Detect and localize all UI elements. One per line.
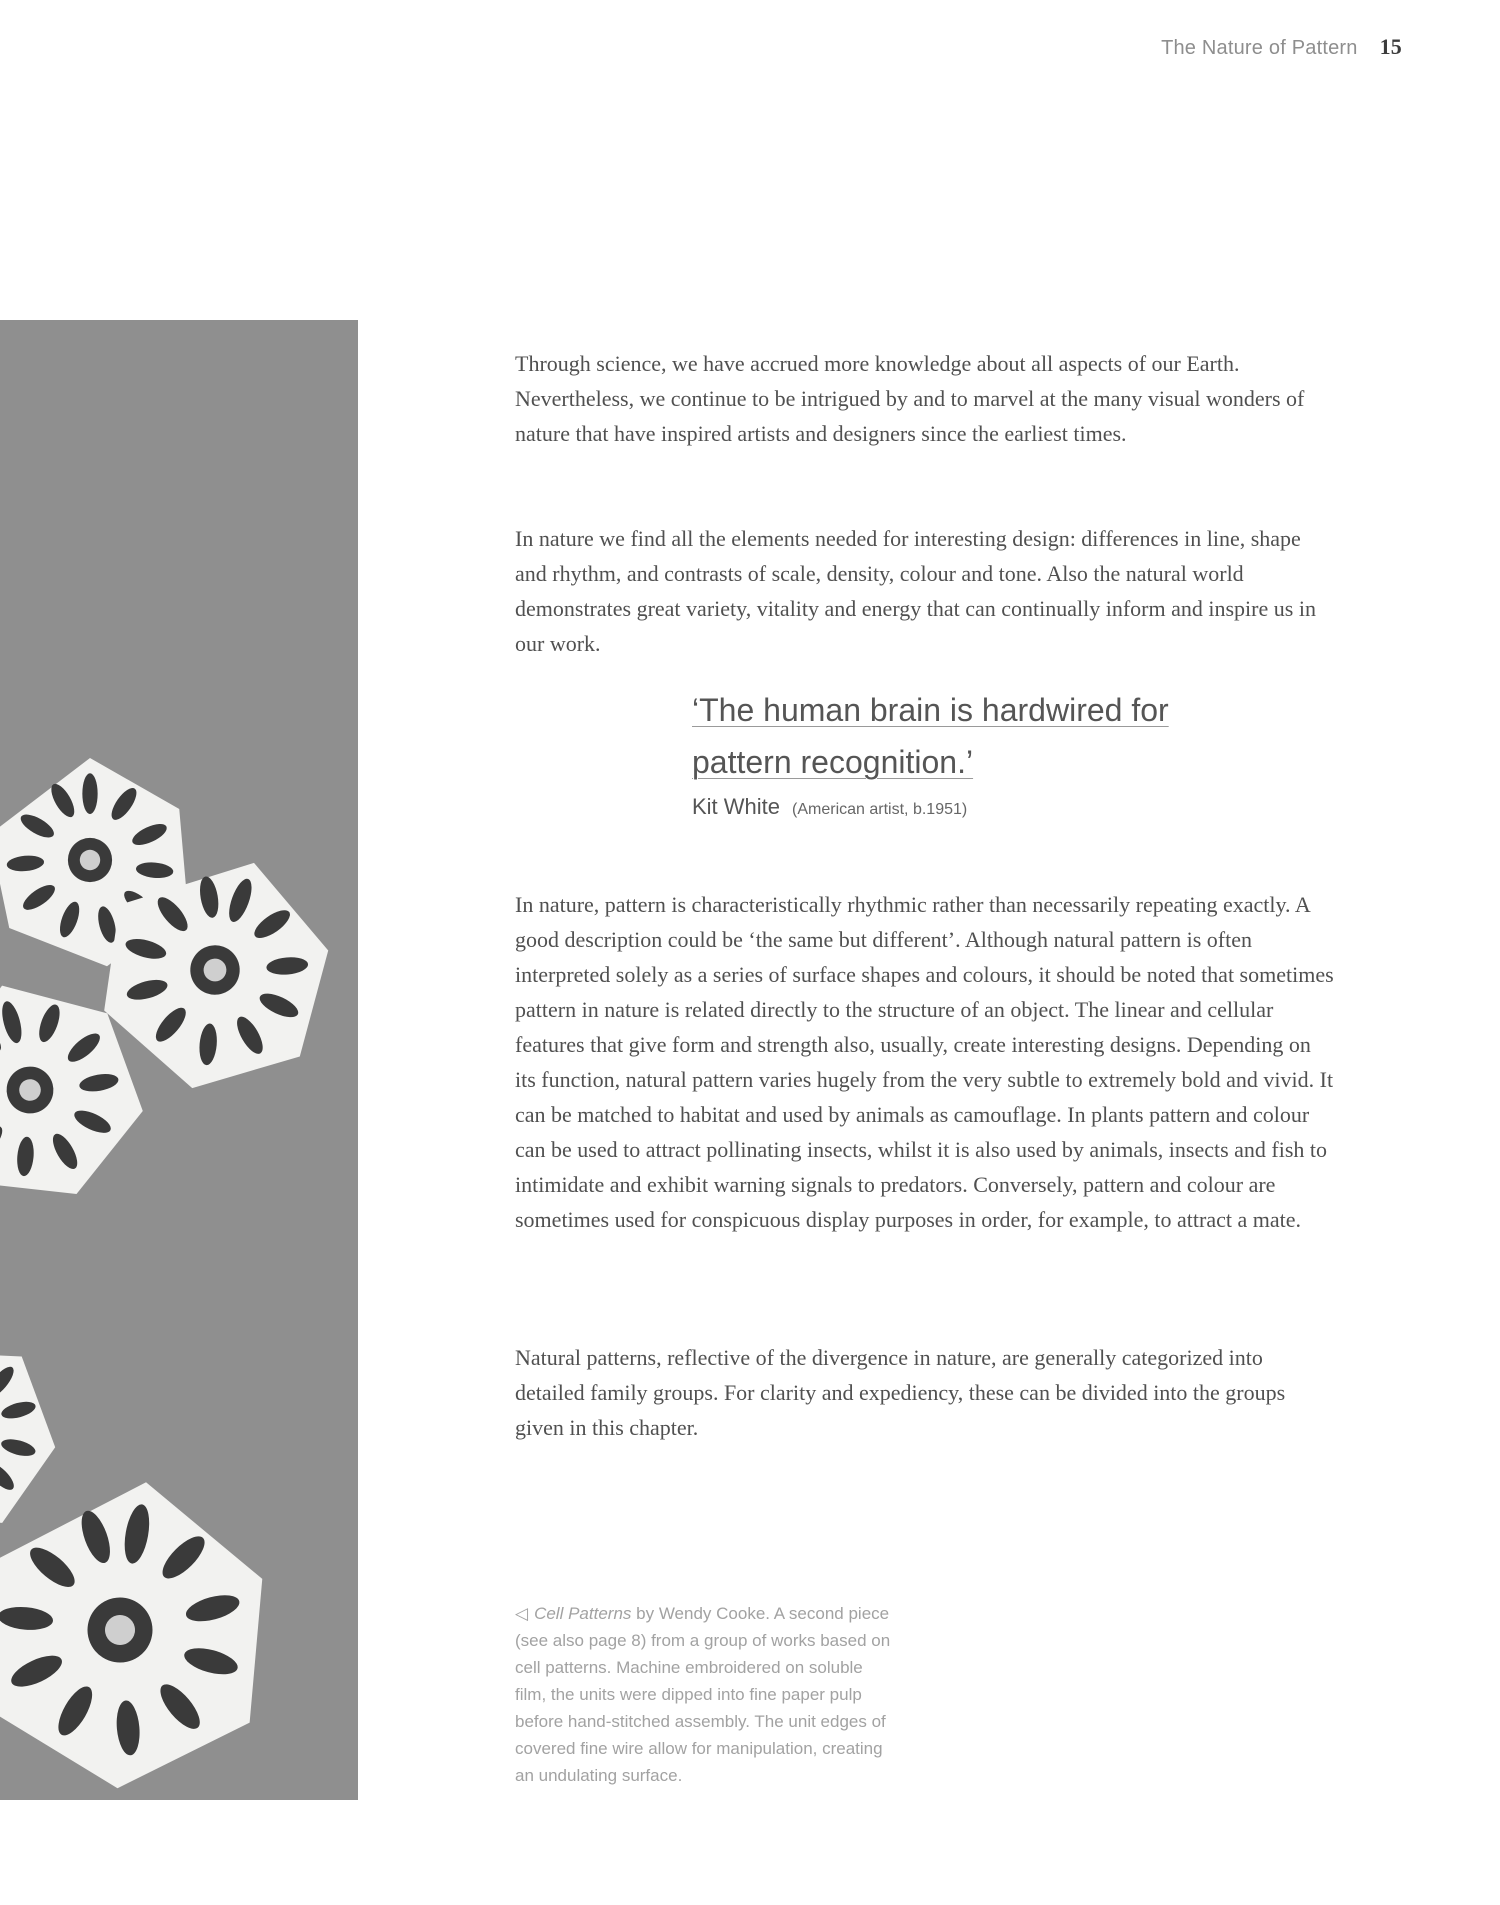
paragraph-3-text: In nature, pattern is characteristically rhythmic rather than necessarily repeating exactly. A good description could be ‘the same but different’. Although natural pattern is often interpreted solely as a series of surface shapes and colours, it should be noted that sometimes pattern in nature is related directly to the structure of an object. The linear and cellular features that give form and strength also, usually, create interesting designs. Depending on its function, natural pattern varies hugely from the very subtle to extremely bold and vivid. It can be matched to habitat and used by animals as camouflage. In plants pattern and colour can be used to attract pollinating insects, whilst it is also used by animals, insects and fish to intimidate and exhibit warning signals to predators. Conversely, pattern and colour are sometimes used for conspicuous display purposes in order, for example, to attract a mate. bbox=[515, 892, 1334, 1232]
paragraph-2-text: In nature we find all the elements needed for interesting design: differences in line, shape and rhythm, and contrasts of scale, density, colour and tone. Also the natural world demonstrates great variety, vitality and energy that can continually inform and inspire us in our work. bbox=[515, 526, 1316, 656]
caption-title: Cell Patterns bbox=[534, 1604, 632, 1623]
paragraph-1-text: Through science, we have accrued more knowledge about all aspects of our Earth. Nevertheless, we continue to be intrigued by and to marvel at the many visual wonders of nature that have inspired artists and designers since the earliest times. bbox=[515, 351, 1305, 446]
page-number: 15 bbox=[1379, 34, 1402, 59]
quote-author-detail: (American artist, b.1951) bbox=[792, 801, 968, 818]
quote-author: Kit White bbox=[692, 794, 781, 819]
running-head-section: The Nature of Pattern bbox=[1161, 37, 1358, 59]
caption-text: by Wendy Cooke. A second piece (see also page 8) from a group of works based on cell patterns. Machine embroidered on soluble film, the units were dipped into fine paper pulp before hand-stitched assembly. The unit edges of covered fine wire allow for manipulation, creating an undulating surface. bbox=[515, 1604, 891, 1785]
pull-quote bbox=[692, 684, 1252, 820]
paragraph-3 bbox=[515, 887, 1335, 1237]
figure-caption bbox=[515, 1600, 895, 1789]
quote-attribution bbox=[692, 794, 1252, 820]
running-head bbox=[1161, 34, 1402, 60]
paragraph-4 bbox=[515, 1340, 1335, 1445]
cell-patterns-illustration bbox=[0, 320, 358, 1800]
caption-arrow-icon: ◁ bbox=[515, 1604, 529, 1623]
paragraph-2 bbox=[515, 521, 1335, 661]
paragraph-4-text: Natural patterns, reflective of the divergence in nature, are generally categorized into detailed family groups. For clarity and expediency, these can be divided into the groups given in this chapter. bbox=[515, 1345, 1286, 1440]
paragraph-1 bbox=[515, 346, 1335, 451]
cell-patterns-photo bbox=[0, 320, 358, 1800]
quote-text: ‘The human brain is hardwired for pattern recognition.’ bbox=[692, 692, 1169, 780]
